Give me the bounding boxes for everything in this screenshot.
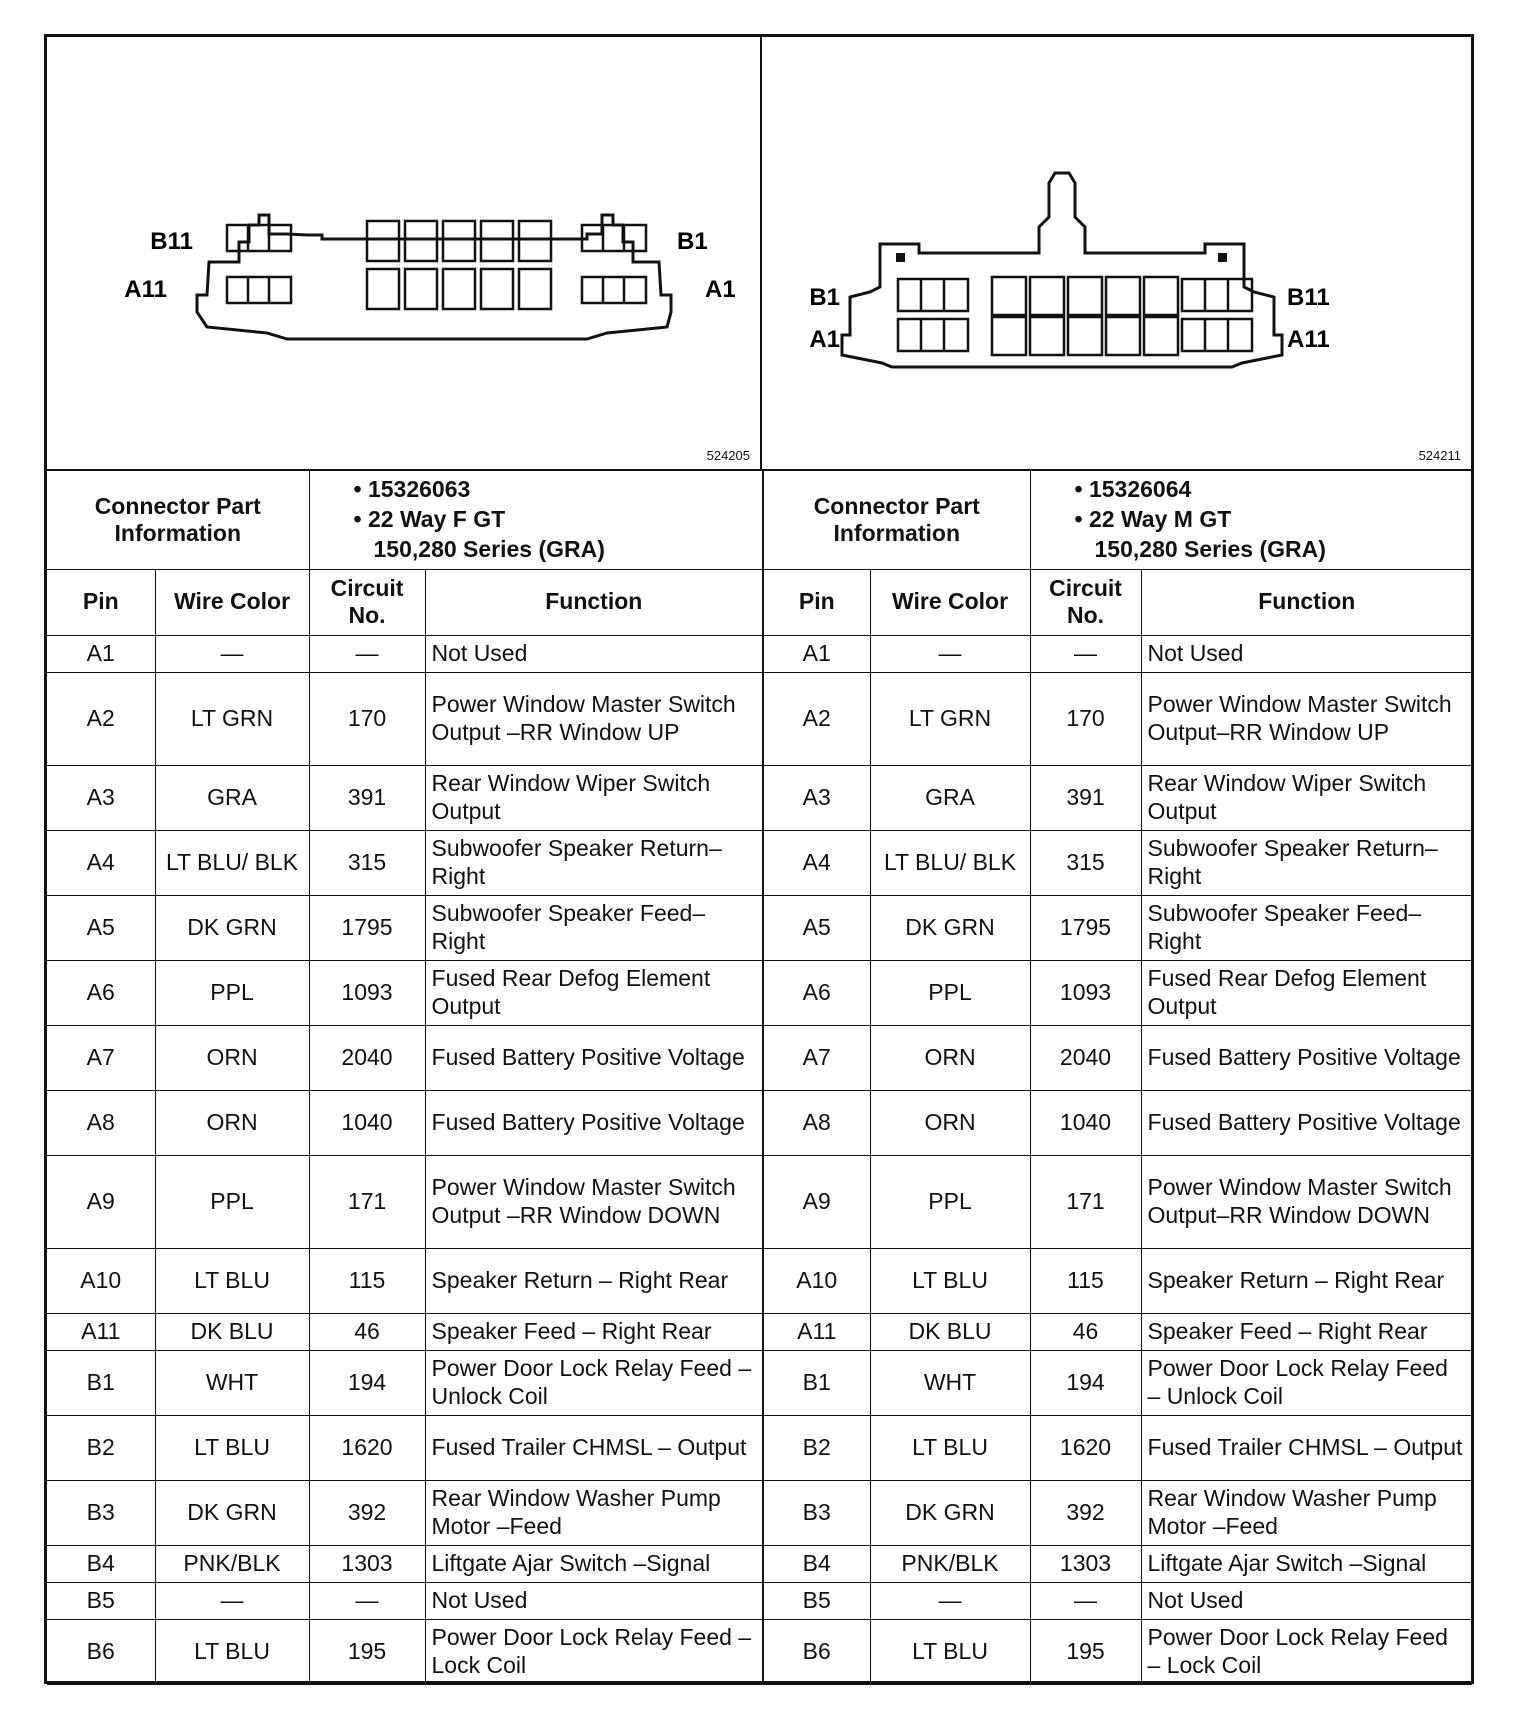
- left-wire-color-cell: ORN: [155, 1025, 309, 1090]
- table-row: [47, 1025, 762, 1090]
- left-wire-color-cell: ORN: [155, 1090, 309, 1155]
- left-pin-cell: A1: [47, 635, 155, 672]
- left-figure-number: 524205: [706, 448, 750, 463]
- left-header-pin: Pin: [47, 569, 155, 635]
- table-row: [763, 1313, 1472, 1350]
- left-wire-color-cell: DK BLU: [155, 1313, 309, 1350]
- right-wire-color-cell: ORN: [870, 1090, 1030, 1155]
- right-circuit-cell: 1620: [1030, 1415, 1141, 1480]
- right-pin-cell: B2: [763, 1415, 870, 1480]
- right-wire-color-cell: PPL: [870, 1155, 1030, 1248]
- left-circuit-cell: 115: [309, 1248, 425, 1313]
- left-pin-cell: A6: [47, 960, 155, 1025]
- left-function-cell: Fused Rear Defog Element Output: [425, 960, 762, 1025]
- table-row: [763, 960, 1472, 1025]
- left-pin-cell: B4: [47, 1545, 155, 1582]
- left-function-cell: Power Door Lock Relay Feed – Lock Coil: [425, 1619, 762, 1684]
- right-label-bottom-right: A11: [1287, 326, 1330, 353]
- right-pin-cell: A2: [763, 672, 870, 765]
- left-circuit-cell: 1040: [309, 1090, 425, 1155]
- right-description-line2: 150,280 Series (GRA): [1094, 535, 1326, 562]
- left-header-function: Function: [425, 569, 762, 635]
- left-circuit-cell: 194: [309, 1350, 425, 1415]
- left-function-cell: Power Door Lock Relay Feed – Unlock Coil: [425, 1350, 762, 1415]
- left-pin-cell: A11: [47, 1313, 155, 1350]
- right-wire-color-cell: LT BLU: [870, 1619, 1030, 1684]
- left-label-top-left: B11: [150, 228, 193, 255]
- table-row: [763, 1480, 1472, 1545]
- table-row: [763, 1582, 1472, 1619]
- right-function-cell: Power Window Master Switch Output–RR Window DOWN: [1141, 1155, 1472, 1248]
- left-label-bottom-left: A11: [124, 276, 167, 303]
- right-function-cell: Speaker Feed – Right Rear: [1141, 1313, 1472, 1350]
- left-circuit-cell: 1620: [309, 1415, 425, 1480]
- left-function-cell: Speaker Return – Right Rear: [425, 1248, 762, 1313]
- right-circuit-cell: 115: [1030, 1248, 1141, 1313]
- table-row: [47, 1480, 762, 1545]
- left-label-top-right: B1: [677, 228, 708, 255]
- left-circuit-cell: 171: [309, 1155, 425, 1248]
- right-wire-color-cell: PNK/BLK: [870, 1545, 1030, 1582]
- table-row: [47, 1545, 762, 1582]
- right-pin-cell: A9: [763, 1155, 870, 1248]
- table-row: [763, 895, 1472, 960]
- right-pinout-table: [762, 469, 1472, 1685]
- right-pin-cell: A8: [763, 1090, 870, 1155]
- right-pinout-rows: [763, 635, 1472, 1684]
- table-row: [763, 1090, 1472, 1155]
- table-row: [47, 1415, 762, 1480]
- left-pin-cell: B5: [47, 1582, 155, 1619]
- table-row: [763, 765, 1472, 830]
- right-wire-color-cell: —: [870, 635, 1030, 672]
- right-pin-cell: A11: [763, 1313, 870, 1350]
- table-row: [47, 830, 762, 895]
- right-function-cell: Rear Window Washer Pump Motor –Feed: [1141, 1480, 1472, 1545]
- right-function-cell: Not Used: [1141, 1582, 1472, 1619]
- right-wire-color-cell: LT GRN: [870, 672, 1030, 765]
- table-row: [47, 1619, 762, 1684]
- right-pin-cell: A4: [763, 830, 870, 895]
- left-function-cell: Subwoofer Speaker Return–Right: [425, 830, 762, 895]
- right-circuit-cell: —: [1030, 635, 1141, 672]
- right-wire-color-cell: DK GRN: [870, 895, 1030, 960]
- right-function-cell: Power Door Lock Relay Feed – Unlock Coil: [1141, 1350, 1472, 1415]
- right-pin-cell: B5: [763, 1582, 870, 1619]
- left-wire-color-cell: PPL: [155, 1155, 309, 1248]
- right-wire-color-cell: ORN: [870, 1025, 1030, 1090]
- left-connector-diagram-panel: [47, 37, 762, 469]
- right-wire-color-cell: DK BLU: [870, 1313, 1030, 1350]
- left-circuit-cell: 392: [309, 1480, 425, 1545]
- right-wire-color-cell: LT BLU/ BLK: [870, 830, 1030, 895]
- left-label-bottom-right: A1: [705, 276, 736, 303]
- right-function-cell: Not Used: [1141, 635, 1472, 672]
- right-function-cell: Fused Rear Defog Element Output: [1141, 960, 1472, 1025]
- left-header-wire-color: Wire Color: [155, 569, 309, 635]
- right-description-line1: 22 Way M GT: [1088, 505, 1232, 532]
- table-row: [763, 1350, 1472, 1415]
- left-circuit-cell: 2040: [309, 1025, 425, 1090]
- right-wire-color-cell: PPL: [870, 960, 1030, 1025]
- right-circuit-cell: 1093: [1030, 960, 1141, 1025]
- left-pin-cell: A10: [47, 1248, 155, 1313]
- right-pin-cell: B4: [763, 1545, 870, 1582]
- table-row: [763, 830, 1472, 895]
- right-function-cell: Subwoofer Speaker Return–Right: [1141, 830, 1472, 895]
- left-description-line2: 150,280 Series (GRA): [373, 535, 605, 562]
- right-label-top-left: B1: [809, 284, 840, 311]
- right-pin-cell: B6: [763, 1619, 870, 1684]
- right-circuit-cell: 1040: [1030, 1090, 1141, 1155]
- right-wire-color-cell: —: [870, 1582, 1030, 1619]
- left-function-cell: Liftgate Ajar Switch –Signal: [425, 1545, 762, 1582]
- left-pinout-table: [47, 469, 762, 1685]
- right-connector-part-label: Connector Part Information: [763, 470, 1030, 569]
- connector-sheet: [44, 34, 1474, 1684]
- right-function-cell: Subwoofer Speaker Feed–Right: [1141, 895, 1472, 960]
- right-circuit-cell: 315: [1030, 830, 1141, 895]
- left-wire-color-cell: GRA: [155, 765, 309, 830]
- right-header-circuit: Circuit No.: [1030, 569, 1141, 635]
- table-row: [47, 635, 762, 672]
- right-circuit-cell: 1303: [1030, 1545, 1141, 1582]
- right-circuit-cell: 170: [1030, 672, 1141, 765]
- table-row: [47, 765, 762, 830]
- left-circuit-cell: 1795: [309, 895, 425, 960]
- left-wire-color-cell: LT BLU: [155, 1248, 309, 1313]
- right-pin-cell: A6: [763, 960, 870, 1025]
- left-wire-color-cell: PNK/BLK: [155, 1545, 309, 1582]
- right-wire-color-cell: LT BLU: [870, 1415, 1030, 1480]
- table-row: [47, 1313, 762, 1350]
- right-header-function: Function: [1141, 569, 1472, 635]
- right-connector-part-info: • 15326064 • 22 Way M GT 150,280 Series (GRA): [1030, 470, 1472, 569]
- left-circuit-cell: 315: [309, 830, 425, 895]
- left-function-cell: Fused Battery Positive Voltage: [425, 1090, 762, 1155]
- left-pin-cell: B6: [47, 1619, 155, 1684]
- left-wire-color-cell: LT BLU: [155, 1619, 309, 1684]
- left-wire-color-cell: LT BLU/ BLK: [155, 830, 309, 895]
- right-pin-cell: A5: [763, 895, 870, 960]
- table-row: [763, 1155, 1472, 1248]
- left-function-cell: Fused Battery Positive Voltage: [425, 1025, 762, 1090]
- left-pin-cell: A8: [47, 1090, 155, 1155]
- right-circuit-cell: 2040: [1030, 1025, 1141, 1090]
- right-pin-cell: A1: [763, 635, 870, 672]
- right-label-bottom-left: A1: [809, 326, 840, 353]
- left-function-cell: Not Used: [425, 635, 762, 672]
- table-row: [47, 1090, 762, 1155]
- left-wire-color-cell: —: [155, 635, 309, 672]
- left-pinout-rows: [47, 635, 762, 1684]
- table-row: [763, 1545, 1472, 1582]
- left-wire-color-cell: PPL: [155, 960, 309, 1025]
- right-circuit-cell: 1795: [1030, 895, 1141, 960]
- right-function-cell: Fused Battery Positive Voltage: [1141, 1025, 1472, 1090]
- table-row: [47, 1155, 762, 1248]
- right-circuit-cell: 194: [1030, 1350, 1141, 1415]
- left-pin-cell: A4: [47, 830, 155, 895]
- right-function-cell: Rear Window Wiper Switch Output: [1141, 765, 1472, 830]
- left-pin-cell: A2: [47, 672, 155, 765]
- left-function-cell: Fused Trailer CHMSL – Output: [425, 1415, 762, 1480]
- left-circuit-cell: 170: [309, 672, 425, 765]
- left-function-cell: Rear Window Wiper Switch Output: [425, 765, 762, 830]
- table-row: [47, 1350, 762, 1415]
- right-circuit-cell: —: [1030, 1582, 1141, 1619]
- table-row: [47, 1582, 762, 1619]
- left-function-cell: Power Window Master Switch Output –RR Window UP: [425, 672, 762, 765]
- table-row: [763, 1415, 1472, 1480]
- table-row: [47, 1248, 762, 1313]
- right-function-cell: Fused Trailer CHMSL – Output: [1141, 1415, 1472, 1480]
- right-pin-cell: A10: [763, 1248, 870, 1313]
- right-header-wire-color: Wire Color: [870, 569, 1030, 635]
- left-circuit-cell: 1303: [309, 1545, 425, 1582]
- left-pin-cell: B3: [47, 1480, 155, 1545]
- left-wire-color-cell: —: [155, 1582, 309, 1619]
- left-part-number: 15326063: [367, 475, 471, 502]
- right-function-cell: Power Window Master Switch Output–RR Window UP: [1141, 672, 1472, 765]
- left-circuit-cell: —: [309, 1582, 425, 1619]
- left-pin-cell: A3: [47, 765, 155, 830]
- right-pin-cell: A3: [763, 765, 870, 830]
- right-function-cell: Speaker Return – Right Rear: [1141, 1248, 1472, 1313]
- right-circuit-cell: 195: [1030, 1619, 1141, 1684]
- female-connector-drawing: [47, 37, 760, 469]
- table-row: [763, 672, 1472, 765]
- left-wire-color-cell: LT BLU: [155, 1415, 309, 1480]
- left-circuit-cell: 391: [309, 765, 425, 830]
- right-function-cell: Liftgate Ajar Switch –Signal: [1141, 1545, 1472, 1582]
- right-connector-diagram-panel: [762, 37, 1471, 469]
- table-row: [47, 895, 762, 960]
- table-row: [47, 960, 762, 1025]
- right-wire-color-cell: GRA: [870, 765, 1030, 830]
- left-description-line1: 22 Way F GT: [367, 505, 506, 532]
- left-pin-cell: B1: [47, 1350, 155, 1415]
- right-wire-color-cell: WHT: [870, 1350, 1030, 1415]
- right-pin-cell: A7: [763, 1025, 870, 1090]
- table-row: [47, 672, 762, 765]
- left-circuit-cell: 1093: [309, 960, 425, 1025]
- left-connector-part-info: • 15326063 • 22 Way F GT 150,280 Series (GRA): [309, 470, 762, 569]
- male-connector-drawing: [762, 37, 1471, 469]
- right-part-number: 15326064: [1088, 475, 1192, 502]
- left-circuit-cell: 46: [309, 1313, 425, 1350]
- left-wire-color-cell: WHT: [155, 1350, 309, 1415]
- right-label-top-right: B11: [1287, 284, 1330, 311]
- right-circuit-cell: 391: [1030, 765, 1141, 830]
- right-pin-cell: B1: [763, 1350, 870, 1415]
- left-circuit-cell: —: [309, 635, 425, 672]
- left-wire-color-cell: DK GRN: [155, 895, 309, 960]
- right-header-pin: Pin: [763, 569, 870, 635]
- left-pin-cell: B2: [47, 1415, 155, 1480]
- left-function-cell: Power Window Master Switch Output –RR Window DOWN: [425, 1155, 762, 1248]
- table-row: [763, 1619, 1472, 1684]
- right-wire-color-cell: DK GRN: [870, 1480, 1030, 1545]
- left-wire-color-cell: DK GRN: [155, 1480, 309, 1545]
- right-pin-cell: B3: [763, 1480, 870, 1545]
- left-connector-part-label: Connector Part Information: [47, 470, 309, 569]
- left-circuit-cell: 195: [309, 1619, 425, 1684]
- table-row: [763, 1248, 1472, 1313]
- left-header-circuit: Circuit No.: [309, 569, 425, 635]
- left-pin-cell: A9: [47, 1155, 155, 1248]
- left-pin-cell: A7: [47, 1025, 155, 1090]
- left-function-cell: Rear Window Washer Pump Motor –Feed: [425, 1480, 762, 1545]
- right-circuit-cell: 392: [1030, 1480, 1141, 1545]
- right-circuit-cell: 171: [1030, 1155, 1141, 1248]
- left-function-cell: Not Used: [425, 1582, 762, 1619]
- left-wire-color-cell: LT GRN: [155, 672, 309, 765]
- right-wire-color-cell: LT BLU: [870, 1248, 1030, 1313]
- table-row: [763, 635, 1472, 672]
- right-figure-number: 524211: [1418, 448, 1461, 463]
- right-function-cell: Power Door Lock Relay Feed – Lock Coil: [1141, 1619, 1472, 1684]
- left-function-cell: Speaker Feed – Right Rear: [425, 1313, 762, 1350]
- left-pin-cell: A5: [47, 895, 155, 960]
- table-row: [763, 1025, 1472, 1090]
- right-function-cell: Fused Battery Positive Voltage: [1141, 1090, 1472, 1155]
- left-function-cell: Subwoofer Speaker Feed–Right: [425, 895, 762, 960]
- right-circuit-cell: 46: [1030, 1313, 1141, 1350]
